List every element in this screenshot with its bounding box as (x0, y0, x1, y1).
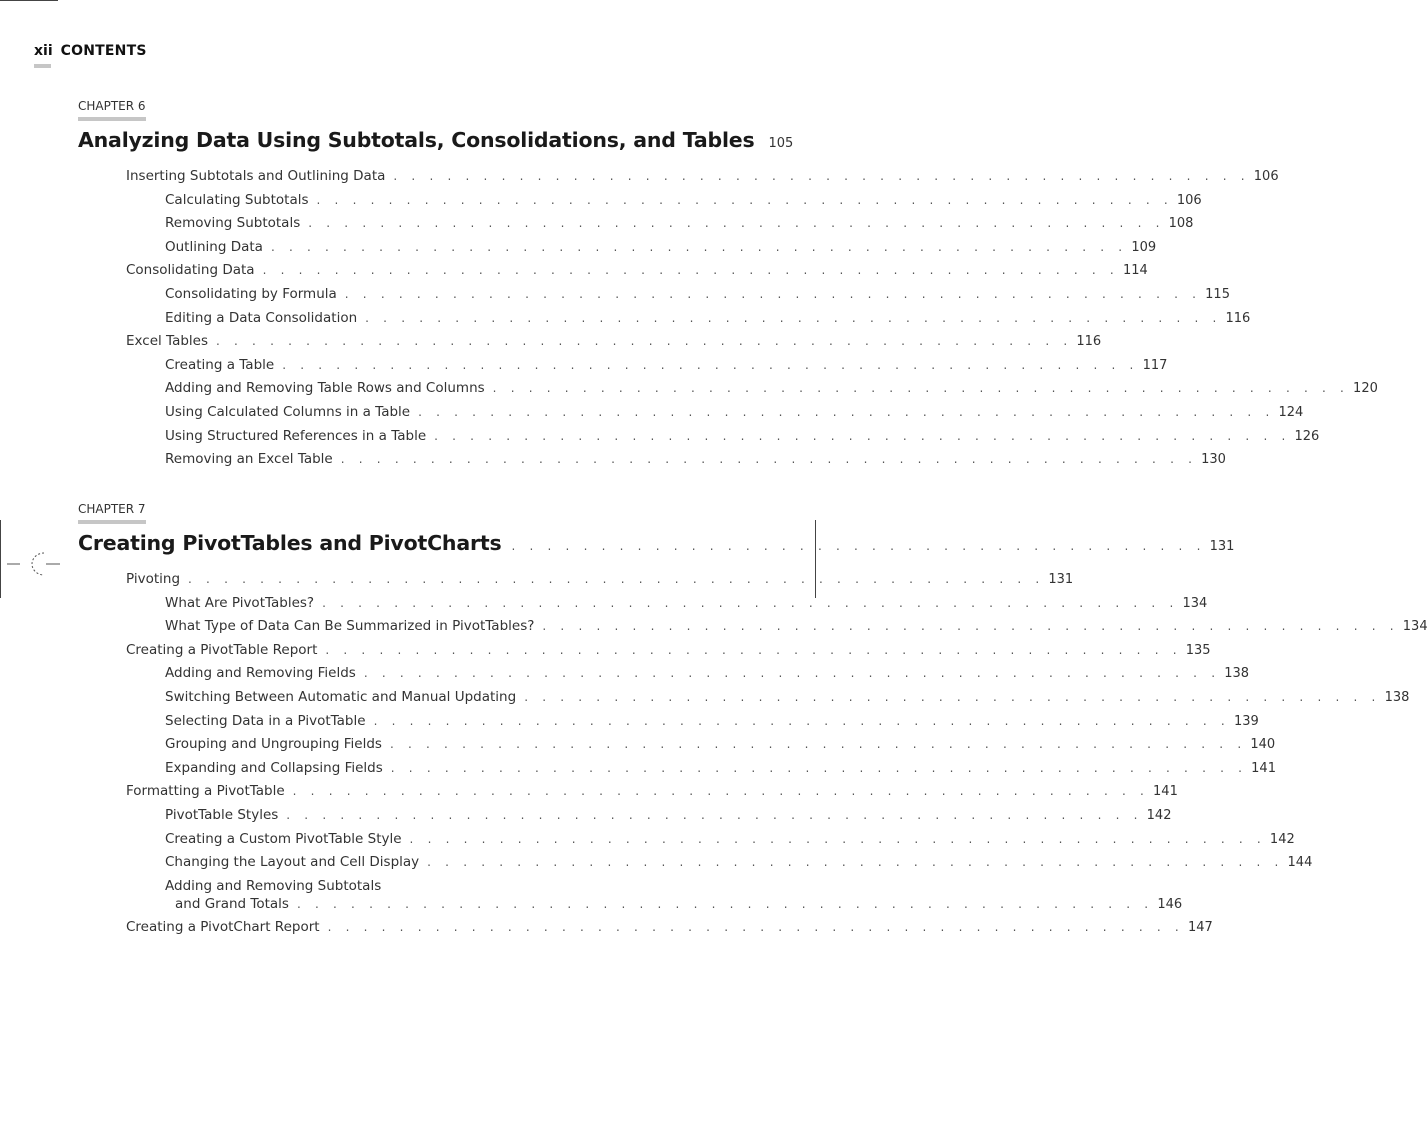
entry-title: Selecting Data in a PivotTable (165, 712, 366, 729)
crop-mark-left (0, 520, 1, 598)
chapter-title: Creating PivotTables and PivotCharts (78, 531, 502, 555)
dot-leader: . . . . . . . . . . . . . . . . . . . . . . . . . . . . . . . . . . . . . . . . . . . . . . . . (365, 310, 1222, 325)
entry-page: 134 (1402, 619, 1428, 635)
toc-entry[interactable] (78, 451, 1226, 475)
entry-title: Adding and Removing Table Rows and Columns (165, 380, 485, 397)
dot-leader: . . . . . . . . . . . . . . . . . . . . . . . . . . . . . . . . . . . . . . . . . . . . . . . . (308, 216, 1165, 231)
dot-leader: . . . . . . . . . . . . . . . . . . . . . . . . . . . . . . . . . . . . . . . . . . . . . . . . (393, 169, 1250, 183)
entry-title: Creating a PivotTable Report (126, 641, 318, 658)
entry-title: Adding and Removing Fields (165, 665, 356, 682)
chapter-page: 105 (768, 136, 794, 151)
dot-leader: . . . . . . . . . . . . . . . . . . . . . . . . . . . . . . . . . . . . . . . . . . . . . . . . (542, 619, 1399, 634)
entry-title: Pivoting (126, 571, 181, 587)
entry-title: PivotTable Styles (165, 806, 279, 823)
entry-page: 135 (1185, 642, 1211, 658)
crop-mark-right (815, 520, 816, 598)
dot-leader: . . . . . . . . . . . . . . . . . . . . . . . . . . . . . . . . . . . . . . . . . . . . . . . . (262, 263, 1119, 278)
entry-page: 142 (1146, 807, 1172, 823)
toc-entry[interactable] (78, 380, 1378, 404)
chapter-rule (78, 520, 146, 524)
toc-entry[interactable] (78, 712, 1259, 737)
entry-page: 147 (1187, 919, 1213, 935)
dot-leader: . . . . . . . . . . . . . . . . . . . . . . . . . . . . . . . . . . . . . . . . . . . . . . . . (427, 855, 1284, 870)
dot-leader: . . . . . . . . . . . . . . . . . . . . . . . . . . . . . . . . . . . . . . . . . . . . . . . . (434, 428, 1291, 443)
entry-title: Switching Between Automatic and Manual Updating (165, 688, 517, 705)
chapter-page: 131 (1209, 539, 1235, 554)
entry-title: Removing an Excel Table (165, 451, 333, 468)
entry-page: 116 (1225, 310, 1251, 326)
entry-title: Consolidating Data (126, 262, 255, 279)
entry-page: 106 (1176, 192, 1202, 208)
entry-page: 116 (1076, 334, 1102, 350)
toc-entry[interactable] (78, 262, 1148, 286)
toc-entries (78, 168, 1378, 475)
entry-page: 131 (1048, 572, 1074, 587)
entry-page: 108 (1168, 216, 1194, 232)
registration-mark-icon (2, 548, 62, 578)
dot-leader: . . . . . . . . . . . . . . . . . . . . . . . . . . . . . . . . . . . . . . . . . . . . . . . . (390, 760, 1248, 775)
entry-page: 134 (1182, 595, 1208, 611)
dot-leader: . . . . . . . . . . . . . . . . . . . . . . . . . . . . . . . . . . . . . . . . . . . . . . . . (188, 572, 1045, 586)
entry-page: 130 (1201, 452, 1226, 468)
dot-leader: . . . . . . . . . . . . . . . . . . . . . . . . . . . . . . . . . . . . . . . . . . . . . . . . (524, 689, 1381, 704)
entry-page: 115 (1205, 286, 1230, 302)
dot-leader: . . . . . . . . . . . . . . . . . . . . . . . . . . . . . . . . . . . . . . . . . . . . . . . . (363, 666, 1221, 681)
dot-leader: . . . . . . . . . . . . . . . . . . . . . . . . . . . . . . . . . . . . . . . . . . . . . . . . (286, 807, 1143, 822)
dot-leader: . . . . . . . . . . . . . . . . . . . . . . . . . . . . . . . . . . . . . . . . . . . . . . . . (282, 357, 1139, 372)
dot-leader: . . . . . . . . . . . . . . . . . . . . . . . . . . . . . . . . . . . . . . . . . . . . . . . . (492, 381, 1350, 396)
entry-title: Outlining Data (165, 238, 263, 255)
chapter-title-row[interactable] (78, 128, 794, 158)
entry-title: Creating a PivotChart Report (126, 918, 320, 935)
entry-page: 141 (1251, 760, 1276, 776)
entry-page: 141 (1153, 784, 1178, 800)
entry-page: 124 (1278, 404, 1304, 420)
toc-entry[interactable] (78, 918, 1213, 943)
entry-page: 144 (1287, 855, 1313, 871)
toc-entry[interactable] (78, 594, 1208, 619)
entry-title: Inserting Subtotals and Outlining Data (126, 168, 386, 184)
chapter-rule (78, 117, 146, 121)
dot-leader: . . . . . . . . . . . . . . . . . . . . . . . . . . . . . . . . . . . . . . . . . . . . . . . . (325, 642, 1182, 657)
toc-entry[interactable] (78, 285, 1230, 310)
entry-page: 139 (1233, 713, 1259, 729)
chapter-title-row[interactable] (78, 531, 1235, 561)
dot-leader: . . . . . . . . . . . . . . . . . . . . . . . . . . . . . . . . . . . . . . . . . . . . . . . . (322, 595, 1179, 610)
chapter-label: CHAPTER 7 (78, 502, 146, 516)
toc-entry[interactable] (78, 783, 1178, 807)
toc-entry[interactable] (78, 333, 1102, 357)
chapter-label: CHAPTER 6 (78, 99, 146, 113)
toc-entry[interactable] (78, 688, 1410, 713)
toc-entry[interactable] (78, 618, 1428, 642)
entry-page: 138 (1384, 689, 1410, 705)
entry-page: 138 (1224, 666, 1250, 682)
dot-leader: . . . . . . . . . . . . . . . . . . . . . . . . . . . . . . . . . . . . . . . . . . . . . . . . (327, 919, 1184, 934)
dot-leader: . . . . . . . . . . . . . . . . . . . . . . . . . . . . . . . . . . . . . . . . . . . . . . . . (292, 784, 1150, 799)
toc-entries (78, 571, 1428, 942)
entry-title: Adding and Removing Subtotals (165, 877, 382, 894)
dot-leader: . . . . . . . . . . . . . . . . . . . . . . . . . . . . . . . . . . . . . . . . . . . . . . . . (418, 404, 1275, 419)
crop-mark-top (0, 0, 58, 1)
page-header (34, 43, 147, 59)
toc-entry[interactable] (78, 238, 1157, 263)
dot-leader: . . . . . . . . . . . . . . . . . . . . . . . . . . . . . . . . . . . . . . . . . . . . . . . . (270, 239, 1128, 254)
dot-leader: . . . . . . . . . . . . . . . . . . . . . . . . . . . . . . . . . . . . . . . (511, 539, 1206, 553)
toc-entry[interactable] (78, 830, 1295, 855)
toc-entry[interactable] (78, 759, 1276, 784)
entry-page: 126 (1294, 428, 1320, 444)
entry-title: Excel Tables (126, 333, 208, 350)
toc-entry[interactable] (78, 854, 1313, 878)
toc-entry[interactable] (78, 877, 1183, 919)
chapter-title: Analyzing Data Using Subtotals, Consolidations, and Tables (78, 128, 755, 152)
toc-entry[interactable] (78, 736, 1276, 760)
entry-title: Formatting a PivotTable (126, 783, 285, 800)
toc-entry[interactable] (78, 356, 1168, 381)
dot-leader: . . . . . . . . . . . . . . . . . . . . . . . . . . . . . . . . . . . . . . . . . . . . . . . . (316, 192, 1173, 207)
toc-entry[interactable] (78, 427, 1320, 452)
toc-entry[interactable] (78, 191, 1202, 216)
page-folio: xii (34, 43, 53, 59)
entry-title: Changing the Layout and Cell Display (165, 854, 420, 871)
toc-entry[interactable] (78, 403, 1304, 428)
entry-title: Using Structured References in a Table (165, 427, 427, 444)
entry-title-continued: and Grand Totals (175, 895, 289, 912)
entry-title: Creating a Table (165, 356, 275, 373)
chapter-7 (78, 502, 1428, 942)
entry-title: Creating a Custom PivotTable Style (165, 830, 402, 847)
toc-entry[interactable] (78, 215, 1194, 239)
entry-page: 146 (1157, 896, 1183, 912)
dot-leader: . . . . . . . . . . . . . . . . . . . . . . . . . . . . . . . . . . . . . . . . . . . . . . . . (409, 831, 1266, 846)
entry-title: What Are PivotTables? (165, 594, 315, 611)
dot-leader: . . . . . . . . . . . . . . . . . . . . . . . . . . . . . . . . . . . . . . . . . . . . . . . . (344, 286, 1202, 301)
dot-leader: . . . . . . . . . . . . . . . . . . . . . . . . . . . . . . . . . . . . . . . . . . . . . . . . (373, 713, 1230, 728)
entry-title: Consolidating by Formula (165, 285, 337, 302)
toc-entry[interactable] (78, 168, 1279, 192)
toc-entry[interactable] (78, 571, 1074, 595)
entry-page: 120 (1353, 381, 1378, 397)
entry-continuation (165, 895, 1183, 919)
entry-title: What Type of Data Can Be Summarized in PivotTables? (165, 618, 535, 635)
toc-entry[interactable] (78, 806, 1172, 831)
dot-leader: . . . . . . . . . . . . . . . . . . . . . . . . . . . . . . . . . . . . . . . . . . . . . . . . (389, 737, 1247, 752)
entry-page: 140 (1250, 737, 1276, 753)
toc-entry[interactable] (78, 309, 1251, 334)
chapter-6 (78, 99, 1378, 475)
dot-leader: . . . . . . . . . . . . . . . . . . . . . . . . . . . . . . . . . . . . . . . . . . . . . . . . (340, 452, 1198, 467)
entry-title: Removing Subtotals (165, 215, 301, 232)
entry-page: 114 (1122, 263, 1148, 279)
running-head: CONTENTS (60, 43, 147, 59)
entry-page: 109 (1131, 239, 1157, 255)
toc-entry[interactable] (78, 665, 1250, 689)
toc-entry[interactable] (78, 641, 1211, 666)
entry-title: Using Calculated Columns in a Table (165, 403, 411, 420)
dot-leader: . . . . . . . . . . . . . . . . . . . . . . . . . . . . . . . . . . . . . . . . . . . . . . . . (216, 334, 1073, 349)
entry-page: 106 (1253, 169, 1279, 184)
entry-page: 142 (1269, 831, 1295, 847)
entry-title: Editing a Data Consolidation (165, 309, 358, 326)
entry-page: 117 (1142, 357, 1168, 373)
entry-title: Grouping and Ungrouping Fields (165, 736, 382, 753)
entry-title: Calculating Subtotals (165, 191, 309, 208)
entry-title: Expanding and Collapsing Fields (165, 759, 383, 776)
dot-leader: . . . . . . . . . . . . . . . . . . . . . . . . . . . . . . . . . . . . . . . . . . . . . . . . (296, 896, 1154, 911)
